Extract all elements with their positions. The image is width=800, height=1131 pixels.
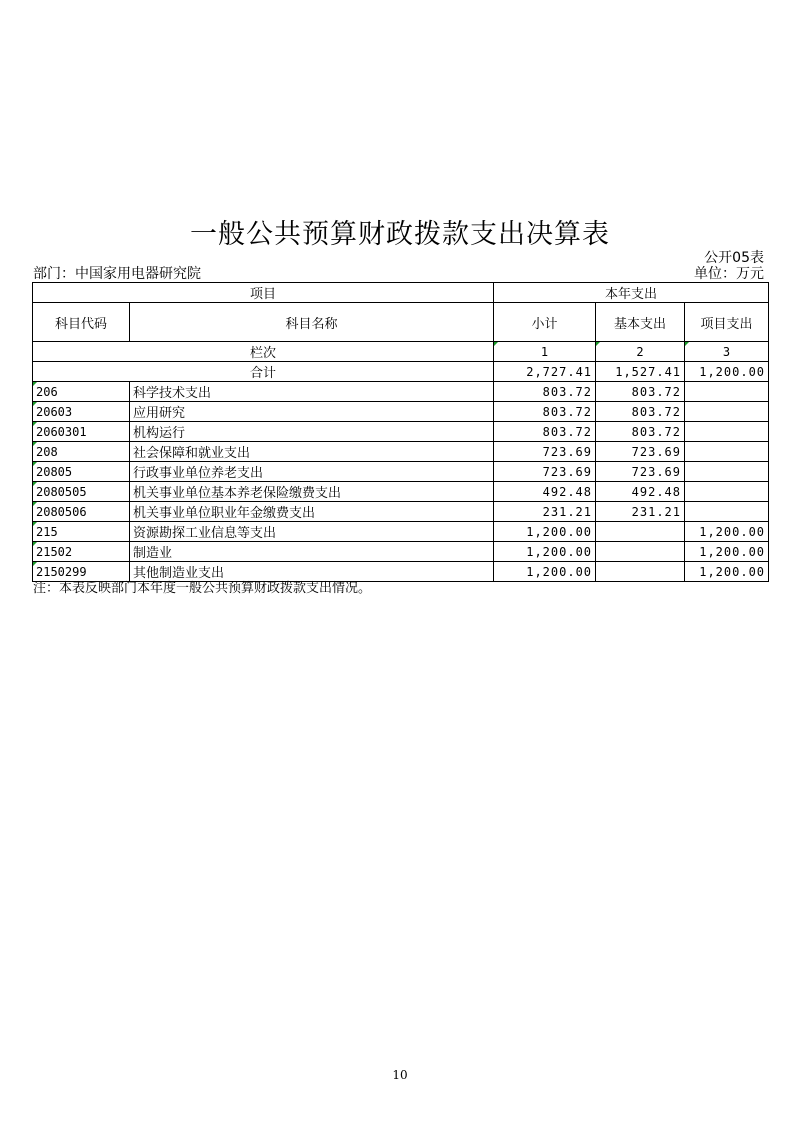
header-row-2: [33, 303, 769, 342]
unit-label: 单位：万元: [694, 266, 764, 282]
department-label: 部门：中国家用电器研究院: [33, 266, 201, 282]
total-basic: 1,527.41: [596, 362, 685, 382]
row-basic: 723.69: [596, 442, 685, 462]
table-row: [33, 382, 769, 402]
row-subtotal: 492.48: [494, 482, 596, 502]
row-subtotal: 803.72: [494, 422, 596, 442]
row-basic: 803.72: [596, 422, 685, 442]
column-number-2: 2: [596, 342, 685, 362]
table-note: 注：本表反映部门本年度一般公共预算财政拨款支出情况。: [33, 581, 372, 596]
row-basic: [596, 542, 685, 562]
page-number: 10: [392, 1068, 408, 1082]
row-code: 2150299: [33, 562, 130, 582]
row-project: [685, 382, 769, 402]
row-subtotal: 723.69: [494, 442, 596, 462]
row-code: 20805: [33, 462, 130, 482]
row-name: 机关事业单位基本养老保险缴费支出: [130, 482, 494, 502]
column-number-row: [33, 342, 769, 362]
row-subtotal: 1,200.00: [494, 562, 596, 582]
row-project: [685, 482, 769, 502]
row-name: 制造业: [130, 542, 494, 562]
row-name: 科学技术支出: [130, 382, 494, 402]
row-project: 1,200.00: [685, 542, 769, 562]
row-project: [685, 422, 769, 442]
table-row: [33, 442, 769, 462]
expense-table: [32, 282, 769, 582]
row-project: [685, 442, 769, 462]
row-subtotal: 1,200.00: [494, 522, 596, 542]
row-code: 21502: [33, 542, 130, 562]
table-row: [33, 402, 769, 422]
row-code: 2080506: [33, 502, 130, 522]
table-row: [33, 522, 769, 542]
row-subtotal: 803.72: [494, 382, 596, 402]
table-row: [33, 542, 769, 562]
total-project: 1,200.00: [685, 362, 769, 382]
header-name: 科目名称: [130, 303, 494, 342]
row-basic: 492.48: [596, 482, 685, 502]
table-row: [33, 462, 769, 482]
row-name: 资源勘探工业信息等支出: [130, 522, 494, 542]
row-code: 20603: [33, 402, 130, 422]
row-subtotal: 723.69: [494, 462, 596, 482]
row-code: 206: [33, 382, 130, 402]
table-row: [33, 422, 769, 442]
total-label: 合计: [33, 362, 494, 382]
header-row-1: [33, 283, 769, 303]
row-subtotal: 803.72: [494, 402, 596, 422]
row-basic: 231.21: [596, 502, 685, 522]
column-number-3: 3: [685, 342, 769, 362]
header-current-year-expense: 本年支出: [494, 283, 769, 303]
row-name: 其他制造业支出: [130, 562, 494, 582]
total-row: [33, 362, 769, 382]
row-project: 1,200.00: [685, 522, 769, 542]
form-code: 公开05表: [704, 250, 764, 266]
total-subtotal: 2,727.41: [494, 362, 596, 382]
row-code: 2060301: [33, 422, 130, 442]
row-subtotal: 1,200.00: [494, 542, 596, 562]
row-basic: 803.72: [596, 402, 685, 422]
row-project: 1,200.00: [685, 562, 769, 582]
row-name: 社会保障和就业支出: [130, 442, 494, 462]
row-name: 机构运行: [130, 422, 494, 442]
row-project: [685, 502, 769, 522]
header-item: 项目: [33, 283, 494, 303]
column-number-label: 栏次: [33, 342, 494, 362]
row-name: 机关事业单位职业年金缴费支出: [130, 502, 494, 522]
row-name: 行政事业单位养老支出: [130, 462, 494, 482]
row-project: [685, 462, 769, 482]
header-basic: 基本支出: [596, 303, 685, 342]
header-subtotal: 小计: [494, 303, 596, 342]
row-code: 2080505: [33, 482, 130, 502]
row-code: 215: [33, 522, 130, 542]
row-name: 应用研究: [130, 402, 494, 422]
row-code: 208: [33, 442, 130, 462]
table-row: [33, 502, 769, 522]
column-number-1: 1: [494, 342, 596, 362]
header-code: 科目代码: [33, 303, 130, 342]
header-project: 项目支出: [685, 303, 769, 342]
row-basic: [596, 522, 685, 542]
row-subtotal: 231.21: [494, 502, 596, 522]
row-basic: 723.69: [596, 462, 685, 482]
table-row: [33, 482, 769, 502]
document-title: 一般公共预算财政拨款支出决算表: [190, 219, 610, 250]
row-basic: [596, 562, 685, 582]
row-project: [685, 402, 769, 422]
row-basic: 803.72: [596, 382, 685, 402]
